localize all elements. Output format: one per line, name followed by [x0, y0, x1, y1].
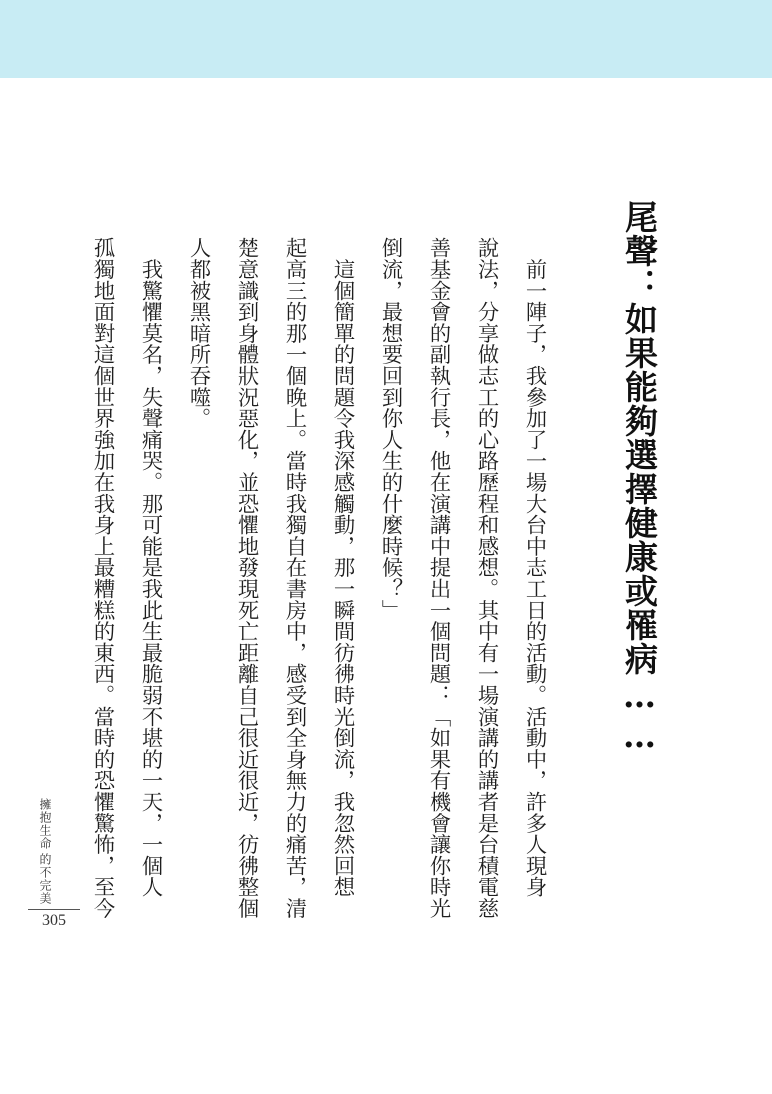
running-head — [38, 798, 52, 905]
body-line-3: 善基金會的副執行長，他在演講中提出一個問題：「如果有機會讓你時光 — [426, 237, 451, 919]
running-head-line2: 的不完美 — [38, 853, 52, 905]
body-line-10: 孤獨地面對這個世界強加在我身上最糟糕的東西。當時的恐懼驚怖，至今 — [90, 237, 115, 919]
body-line-4: 倒流，最想要回到你人生的什麼時候？」 — [378, 237, 403, 621]
body-line-9: 我驚懼莫名，失聲痛哭。那可能是我此生最脆弱不堪的一天，一個人 — [138, 237, 163, 898]
footer-rule — [28, 909, 80, 910]
body-line-8: 人都被黑暗所吞噬。 — [186, 237, 211, 429]
body-line-2: 說法，分享做志工的心路歷程和感想。其中有一場演講的講者是台積電慈 — [474, 237, 499, 919]
body-line-7: 楚意識到身體狀況惡化，並恐懼地發現死亡距離自己很近很近，彷彿整個 — [234, 237, 259, 919]
body-line-5: 這個簡單的問題令我深感觸動，那一瞬間彷彿時光倒流，我忽然回想 — [330, 237, 355, 898]
body-line-6: 起高三的那一個晚上。當時我獨自在書房中，感受到全身無力的痛苦，清 — [282, 237, 307, 919]
page-number: 305 — [42, 912, 66, 929]
chapter-title: 尾聲：如果能夠選擇健康或罹病…… — [620, 200, 659, 756]
running-head-line1: 擁抱生命 — [38, 798, 52, 850]
body-line-1: 前一陣子，我參加了一場大台中志工日的活動。活動中，許多人現身 — [522, 237, 547, 898]
header-color-band — [0, 0, 772, 78]
